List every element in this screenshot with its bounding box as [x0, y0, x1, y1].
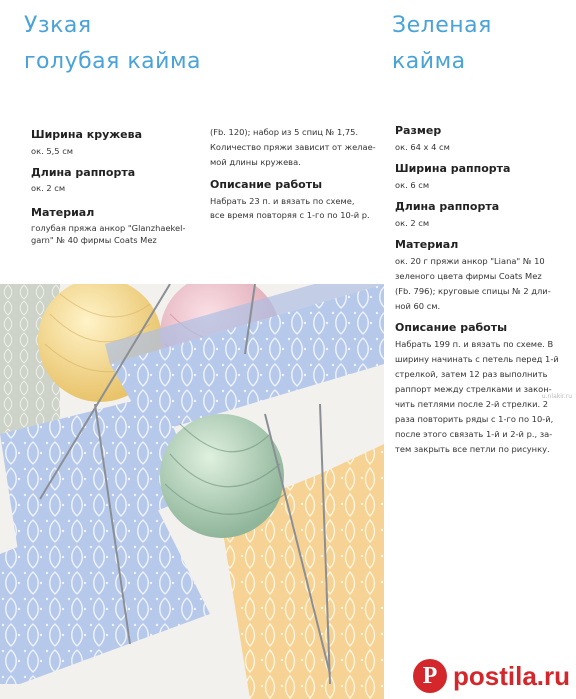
right-work-line1: Набрать 199 п. и вязать по схеме. В	[395, 339, 554, 349]
right-material-line3: (Fb. 796); круговые спицы № 2 дли-	[395, 286, 551, 296]
postila-logo-icon: P	[413, 659, 447, 693]
right-work-line3: стрелкой, затем 12 раз выполнить	[395, 369, 548, 379]
left-width-heading: Ширина кружева	[31, 128, 143, 141]
right-work-line6: раза повторить ряды с 1-го по 10-й,	[395, 414, 554, 424]
right-width-value: ок. 6 см	[395, 180, 430, 190]
right-work-line7: после этого связать 1-й и 2-й р., за-	[395, 429, 553, 439]
left-title-line2: голубая кайма	[24, 49, 202, 74]
right-size-value: ок. 64 х 4 см	[395, 142, 450, 152]
middle-line2: Количество пряжи зависит от желае-	[210, 142, 376, 152]
right-material-line2: зеленого цвета фирмы Coats Mez	[395, 271, 542, 281]
right-repeat-heading: Длина раппорта	[395, 200, 500, 213]
right-work-line4: раппорт между стрелками и закон-	[395, 384, 552, 394]
middle-work-line1: Набрать 23 п. и вязать по схеме,	[210, 196, 355, 206]
middle-work-heading: Описание работы	[210, 178, 323, 191]
right-material-line4: ной 60 см.	[395, 301, 441, 311]
middle-line3: мой длины кружева.	[210, 157, 301, 167]
left-repeat-value: ок. 2 см	[31, 183, 66, 193]
middle-line1: (Fb. 120); набор из 5 спиц № 1,75.	[210, 127, 359, 137]
right-work-line2: ширину начинать с петель перед 1-й	[395, 354, 559, 364]
corner-watermark: u.nlakir.ru	[541, 393, 572, 400]
right-repeat-value: ок. 2 см	[395, 218, 430, 228]
right-material-heading: Материал	[395, 238, 459, 251]
right-width-heading: Ширина раппорта	[395, 162, 511, 175]
left-width-value: ок. 5,5 см	[31, 146, 74, 156]
lace-photo	[0, 284, 384, 699]
left-title-line1: Узкая	[24, 13, 92, 38]
left-material-line1: голубая пряжа анкор "Glanzhaekel-	[31, 223, 186, 233]
right-material-line1: ок. 20 г пряжи анкор "Liana" № 10	[395, 256, 545, 266]
postila-watermark-text: postila.ru	[452, 660, 570, 691]
right-title-line1: Зеленая	[392, 13, 492, 38]
left-material-heading: Материал	[31, 206, 95, 219]
middle-work-line2: все время повторяя с 1-го по 10-й р.	[210, 210, 370, 220]
right-title-line2: кайма	[392, 49, 466, 74]
right-work-line5: чить петлями после 2-й стрелки. 2	[395, 399, 549, 409]
right-work-heading: Описание работы	[395, 321, 508, 334]
right-size-heading: Размер	[395, 124, 442, 137]
left-material-line2: garn" № 40 фирмы Coats Mez	[31, 235, 157, 245]
left-repeat-heading: Длина раппорта	[31, 166, 136, 179]
postila-watermark[interactable]	[413, 659, 570, 693]
right-work-line8: тем закрыть все петли по рисунку.	[395, 444, 550, 454]
